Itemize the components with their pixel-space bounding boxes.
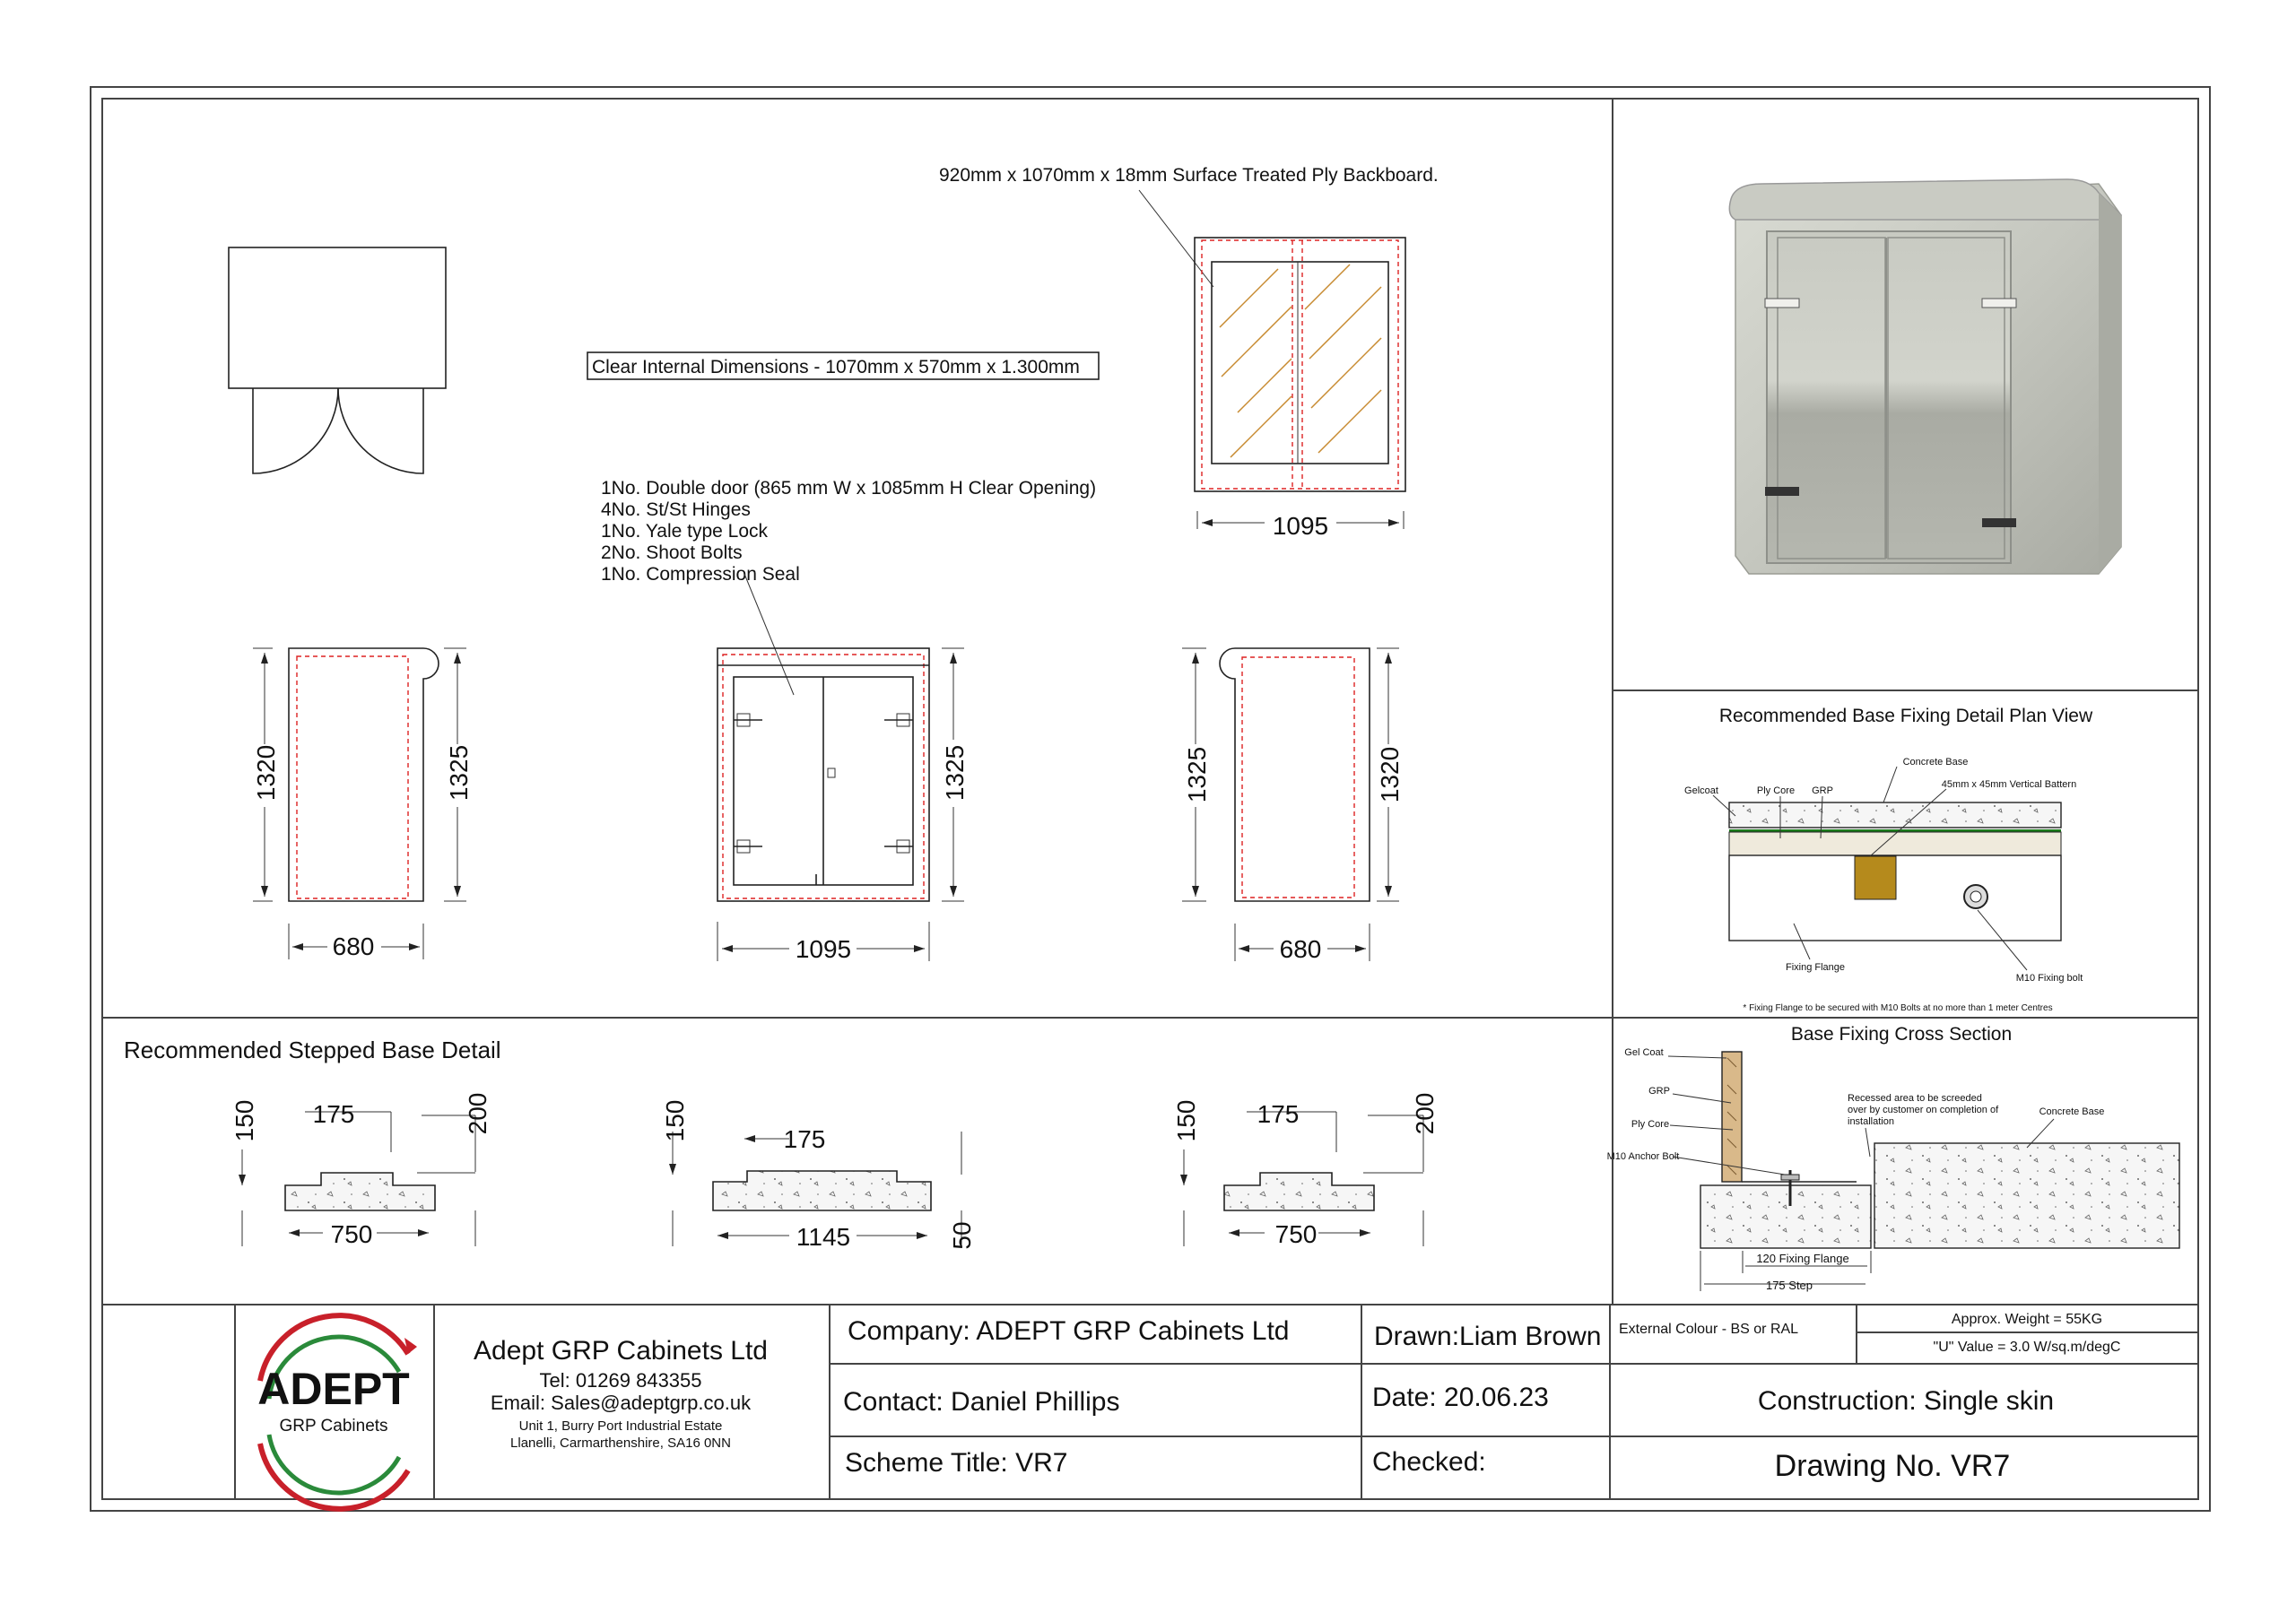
dim-front-w: 1095 — [795, 935, 852, 963]
logo-sub: GRP Cabinets — [279, 1417, 388, 1436]
plan-note: * Fixing Flange to be secured with M10 Bolts at no more than 1 meter Centres — [1743, 1003, 2053, 1013]
tb-u-value: "U" Value = 3.0 W/sq.m/degC — [1933, 1340, 2121, 1355]
address-line-1: Unit 1, Burry Port Industrial Estate — [518, 1418, 723, 1434]
dim-front — [718, 648, 964, 961]
backboard-hatch — [1220, 265, 1381, 457]
base-right-h: 150 — [1172, 1099, 1200, 1142]
xs-anchor-label: M10 Anchor Bolt — [1606, 1151, 1680, 1162]
plan-gelcoat-label: Gelcoat — [1684, 785, 1718, 796]
address-line-2: Llanelli, Carmarthenshire, SA16 0NN — [510, 1436, 731, 1451]
dim-right-w: 680 — [1279, 935, 1322, 963]
tb-scheme: Scheme Title: VR7 — [845, 1448, 1068, 1478]
xs-recess-3: installation — [1848, 1116, 1894, 1127]
cross-section-detail — [1700, 1052, 2179, 1248]
plan-flange-label: Fixing Flange — [1785, 962, 1846, 973]
plan-concrete-label: Concrete Base — [1902, 757, 1969, 768]
backboard-note: 920mm x 1070mm x 18mm Surface Treated Ply Backboard. — [939, 165, 1439, 186]
xs-concrete-label: Concrete Base — [2039, 1106, 2105, 1117]
dim-back-width-text: 1095 — [1272, 512, 1329, 540]
plan-grp-label: GRP — [1812, 785, 1833, 796]
dim-right-h1: 1325 — [1183, 746, 1211, 803]
plan-view-title: Recommended Base Fixing Detail Plan View — [1718, 706, 2093, 726]
base-mid-h: 150 — [661, 1099, 689, 1142]
tb-contact: Contact: Daniel Phillips — [843, 1387, 1120, 1417]
base-mid-w: 1145 — [796, 1223, 851, 1251]
company-tel: Tel: 01269 843355 — [539, 1369, 702, 1392]
plan-view-door-swing — [229, 247, 446, 473]
dim-left-w: 680 — [332, 932, 375, 960]
xs-plycore-label: Ply Core — [1631, 1119, 1670, 1130]
base-right-h2: 200 — [1411, 1092, 1439, 1135]
tb-colour: External Colour - BS or RAL — [1619, 1322, 1799, 1337]
base-left-h2: 200 — [464, 1092, 491, 1135]
dim-left-h1: 1320 — [252, 744, 280, 802]
logo-text: ADEPT — [257, 1364, 410, 1414]
base-right-w: 750 — [1274, 1220, 1318, 1248]
base-left-step: 175 — [312, 1100, 355, 1128]
dim-right-h2: 1320 — [1376, 746, 1404, 803]
plan-bolt-label: M10 Fixing bolt — [2015, 973, 2083, 984]
base-left-w: 750 — [330, 1220, 373, 1248]
plan-batten-label: 45mm x 45mm Vertical Battern — [1941, 779, 2077, 790]
company-name: Adept GRP Cabinets Ltd — [474, 1336, 768, 1366]
base-left-h: 150 — [230, 1099, 258, 1142]
door-spec-3: 2No. Shoot Bolts — [601, 542, 743, 563]
tb-drawing-no: Drawing No. VR7 — [1774, 1449, 2011, 1483]
xs-recess-2: over by customer on completion of — [1848, 1105, 1999, 1115]
plan-view-detail — [1729, 802, 2061, 941]
cabinet-render — [1729, 179, 2121, 574]
tb-weight: Approx. Weight = 55KG — [1951, 1312, 2103, 1327]
back-elevation — [1195, 238, 1405, 491]
tb-date: Date: 20.06.23 — [1372, 1383, 1549, 1412]
door-spec-1: 4No. St/St Hinges — [601, 499, 751, 520]
tb-drawn: Drawn:Liam Brown — [1374, 1322, 1602, 1351]
xs-recess-1: Recessed area to be screeded — [1848, 1093, 1982, 1104]
xs-flange-label: 120 Fixing Flange — [1756, 1252, 1849, 1265]
tb-construction: Construction: Single skin — [1757, 1386, 2055, 1416]
base-mid-d: 50 — [948, 1221, 976, 1250]
tb-company: Company: ADEPT GRP Cabinets Ltd — [848, 1316, 1290, 1346]
left-side-elevation — [289, 648, 439, 901]
right-side-elevation — [1220, 648, 1370, 901]
plan-plycore-label: Ply Core — [1756, 785, 1796, 796]
door-spec-2: 1No. Yale type Lock — [601, 521, 769, 542]
front-elevation — [718, 648, 929, 901]
clear-internal-text: Clear Internal Dimensions - 1070mm x 570mm x 1.300mm — [592, 357, 1080, 377]
xs-gelcoat-label: Gel Coat — [1624, 1047, 1664, 1058]
door-spec-0: 1No. Double door (865 mm W x 1085mm H Clear Opening) — [601, 478, 1097, 499]
dim-front-h: 1325 — [941, 744, 969, 802]
xs-step-label: 175 Step — [1765, 1279, 1813, 1292]
base-right-step: 175 — [1257, 1100, 1300, 1128]
cross-section-title: Base Fixing Cross Section — [1790, 1024, 2013, 1045]
base-mid-step: 175 — [783, 1125, 826, 1153]
company-email: Email: Sales@adeptgrp.co.uk — [490, 1392, 752, 1414]
xs-grp-label: GRP — [1648, 1086, 1670, 1097]
tb-checked: Checked: — [1372, 1447, 1486, 1477]
door-spec-4: 1No. Compression Seal — [601, 564, 800, 585]
door-spec-list — [601, 478, 1096, 585]
dim-left-heights — [253, 648, 466, 959]
dim-right — [1182, 648, 1399, 961]
base-detail-title: Recommended Stepped Base Detail — [124, 1037, 501, 1063]
dim-left-h2: 1325 — [445, 744, 473, 802]
